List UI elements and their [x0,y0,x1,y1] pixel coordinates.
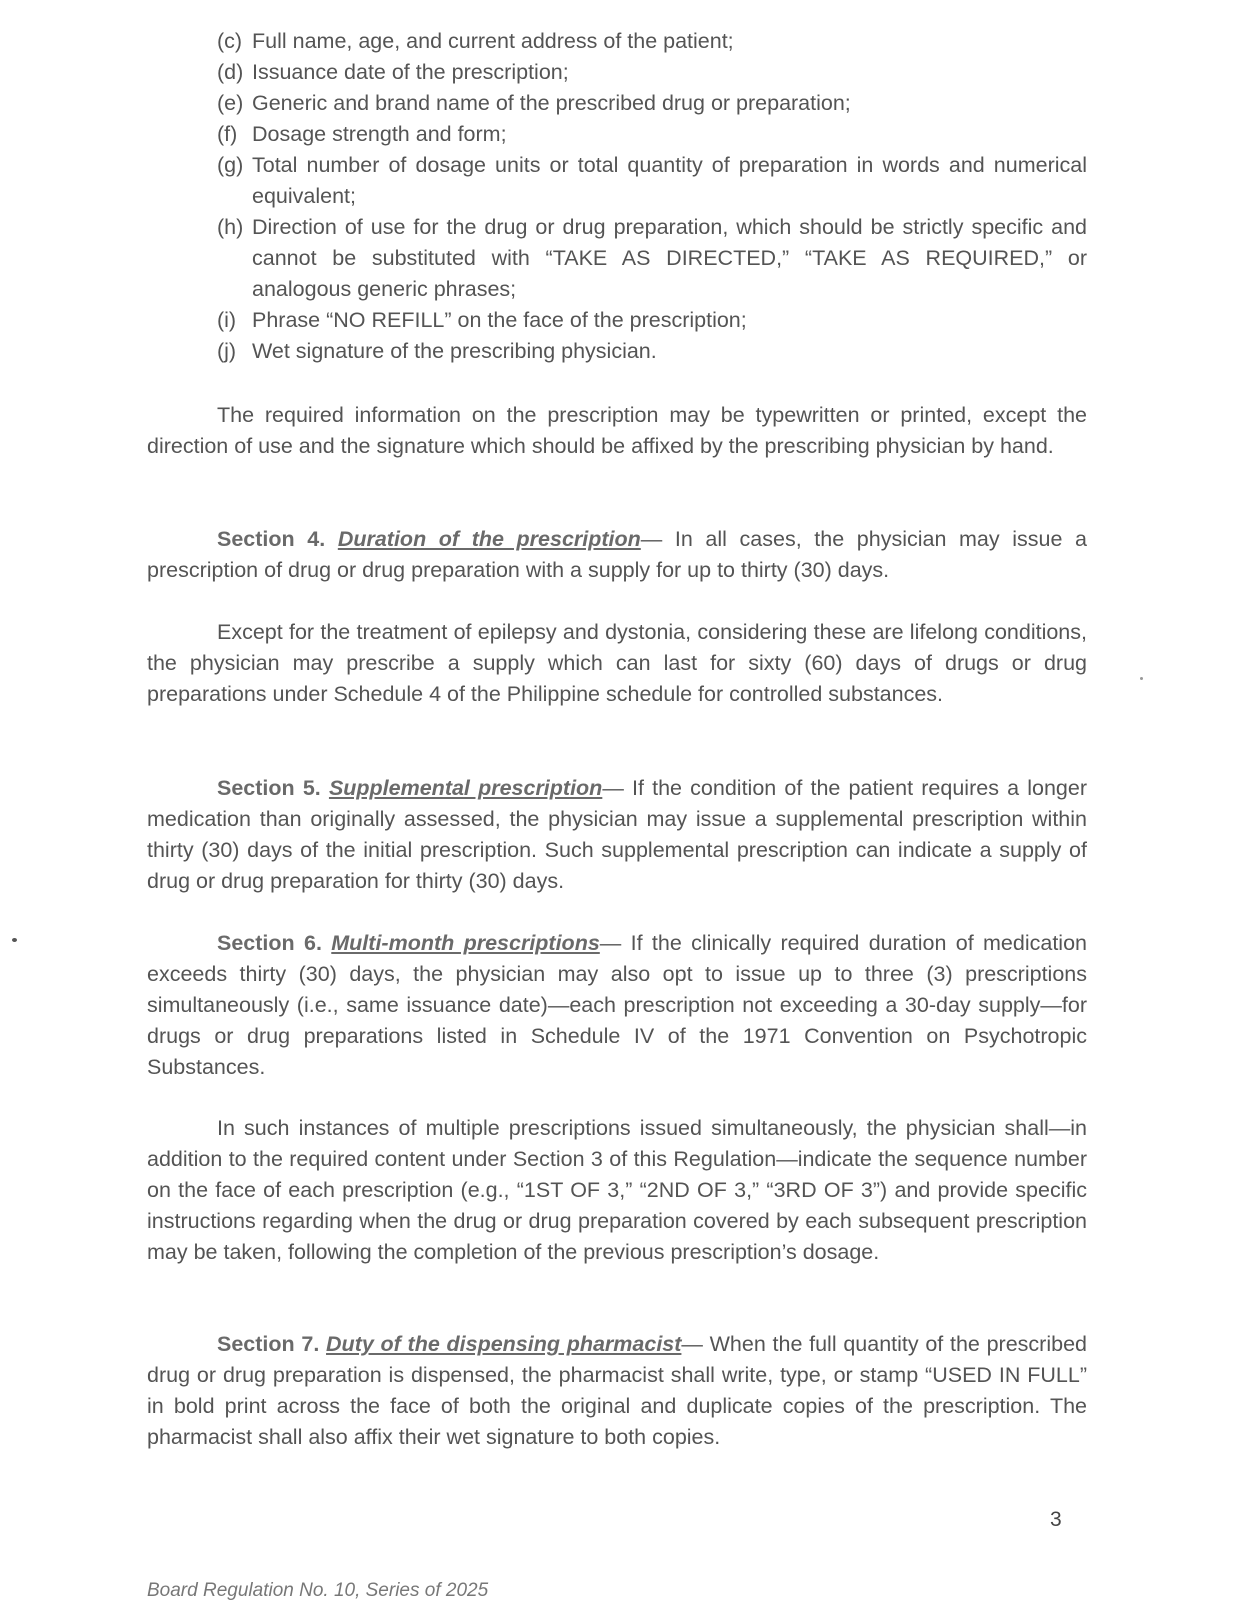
list-item-text: Full name, age, and current address of the patient; [252,29,734,53]
section-body: — In all cases, the physician may issue a prescription of drug or drug preparation with a supply for up to thirty (30) days. [147,527,1087,582]
epilepsy-paragraph: Except for the treatment of epilepsy and dystonia, considering these are lifelong conditions, the physician may prescribe a supply which can last for sixty (60) days of drugs or drug preparations under Schedule 4 of the Philippine schedule for controlled substances. [147,620,1087,706]
list-item-text: Dosage strength and form; [252,122,507,146]
page-number: 3 [1050,1508,1062,1531]
section-label: Section 5. [217,776,321,800]
list-marker: (f) [217,122,238,146]
list-item [217,57,1087,88]
section-label: Section 4. [217,527,326,551]
section-body: — When the full quantity of the prescribed drug or drug preparation is dispensed, the pharmacist shall write, type, or stamp “USED IN FULL” in bold print across the face of both the original and duplicate copies of the prescription. The pharmacist shall also affix their wet signature to both copies. [147,1332,1087,1449]
section-title: Multi-month prescriptions [331,931,600,955]
section-6-paragraph [147,928,1087,1083]
list-item [217,88,1087,119]
list-item [217,212,1087,305]
list-marker: (d) [217,60,244,84]
section-title: Supplemental prescription [328,776,603,800]
list-item [217,150,1087,212]
section-title: Duty of the dispensing pharmacist [326,1332,682,1356]
list-marker: (j) [217,339,237,363]
list-item [217,336,1087,367]
list-item-text: Generic and brand name of the prescribed drug or preparation; [252,91,851,115]
scan-speck [12,938,17,942]
list-item-text: Phrase “NO REFILL” on the face of the prescription; [252,308,747,332]
list-marker: (c) [217,29,243,53]
list-item [217,26,1087,57]
section-label: Section 6. [217,931,322,955]
required-info-paragraph: The required information on the prescription may be typewritten or printed, except the direction of use and the signature which should be affixed by the prescribing physician by hand. [147,403,1087,458]
footer-reference: Board Regulation No. 10, Series of 2025 [147,1580,489,1601]
list-item-text: Direction of use for the drug or drug preparation, which should be strictly specific and cannot be substituted with “TAKE AS DIRECTED,” “TAKE AS REQUIRED,” or analogous generic phrases; [252,215,1087,301]
requirements-list [217,26,1087,367]
list-item-text: Wet signature of the prescribing physician. [252,339,657,363]
section-4-paragraph [147,524,1087,586]
list-item-text: Issuance date of the prescription; [252,60,569,84]
list-marker: (e) [217,91,244,115]
scan-speck [1140,677,1143,680]
list-marker: (g) [217,153,244,177]
section-label: Section 7. [217,1332,320,1356]
section-5-paragraph [147,773,1087,897]
section-body: — If the clinically required duration of medication exceeds thirty (30) days, the physician may also opt to issue up to three (3) prescriptions simultaneously (i.e., same issuance date)—each prescription not exceeding a 30-day supply—for drugs or drug preparations listed in Schedule IV of the 1971 Convention on Psychotropic Substances. [147,931,1087,1079]
section-title: Duration of the prescription [337,527,641,551]
section-7-paragraph [147,1329,1087,1453]
list-item [217,119,1087,150]
multiple-prescriptions-paragraph: In such instances of multiple prescriptions issued simultaneously, the physician shall—in addition to the required content under Section 3 of this Regulation—indicate the sequence number on the face of each prescription (e.g., “1ST OF 3,” “2ND OF 3,” “3RD OF 3”) and provide specific instructions regarding when the drug or drug preparation covered by each subsequent prescription may be taken, following the completion of the previous prescription’s dosage. [147,1116,1087,1264]
list-item [217,305,1087,336]
list-marker: (i) [217,308,237,332]
list-marker: (h) [217,215,244,239]
section-body: — If the condition of the patient requires a longer medication than originally assessed, the physician may issue a supplemental prescription within thirty (30) days of the initial prescription. Such supplemental prescription can indicate a supply of drug or drug preparation for thirty (30) days. [147,776,1088,893]
list-item-text: Total number of dosage units or total quantity of preparation in words and numerical equivalent; [252,153,1087,208]
